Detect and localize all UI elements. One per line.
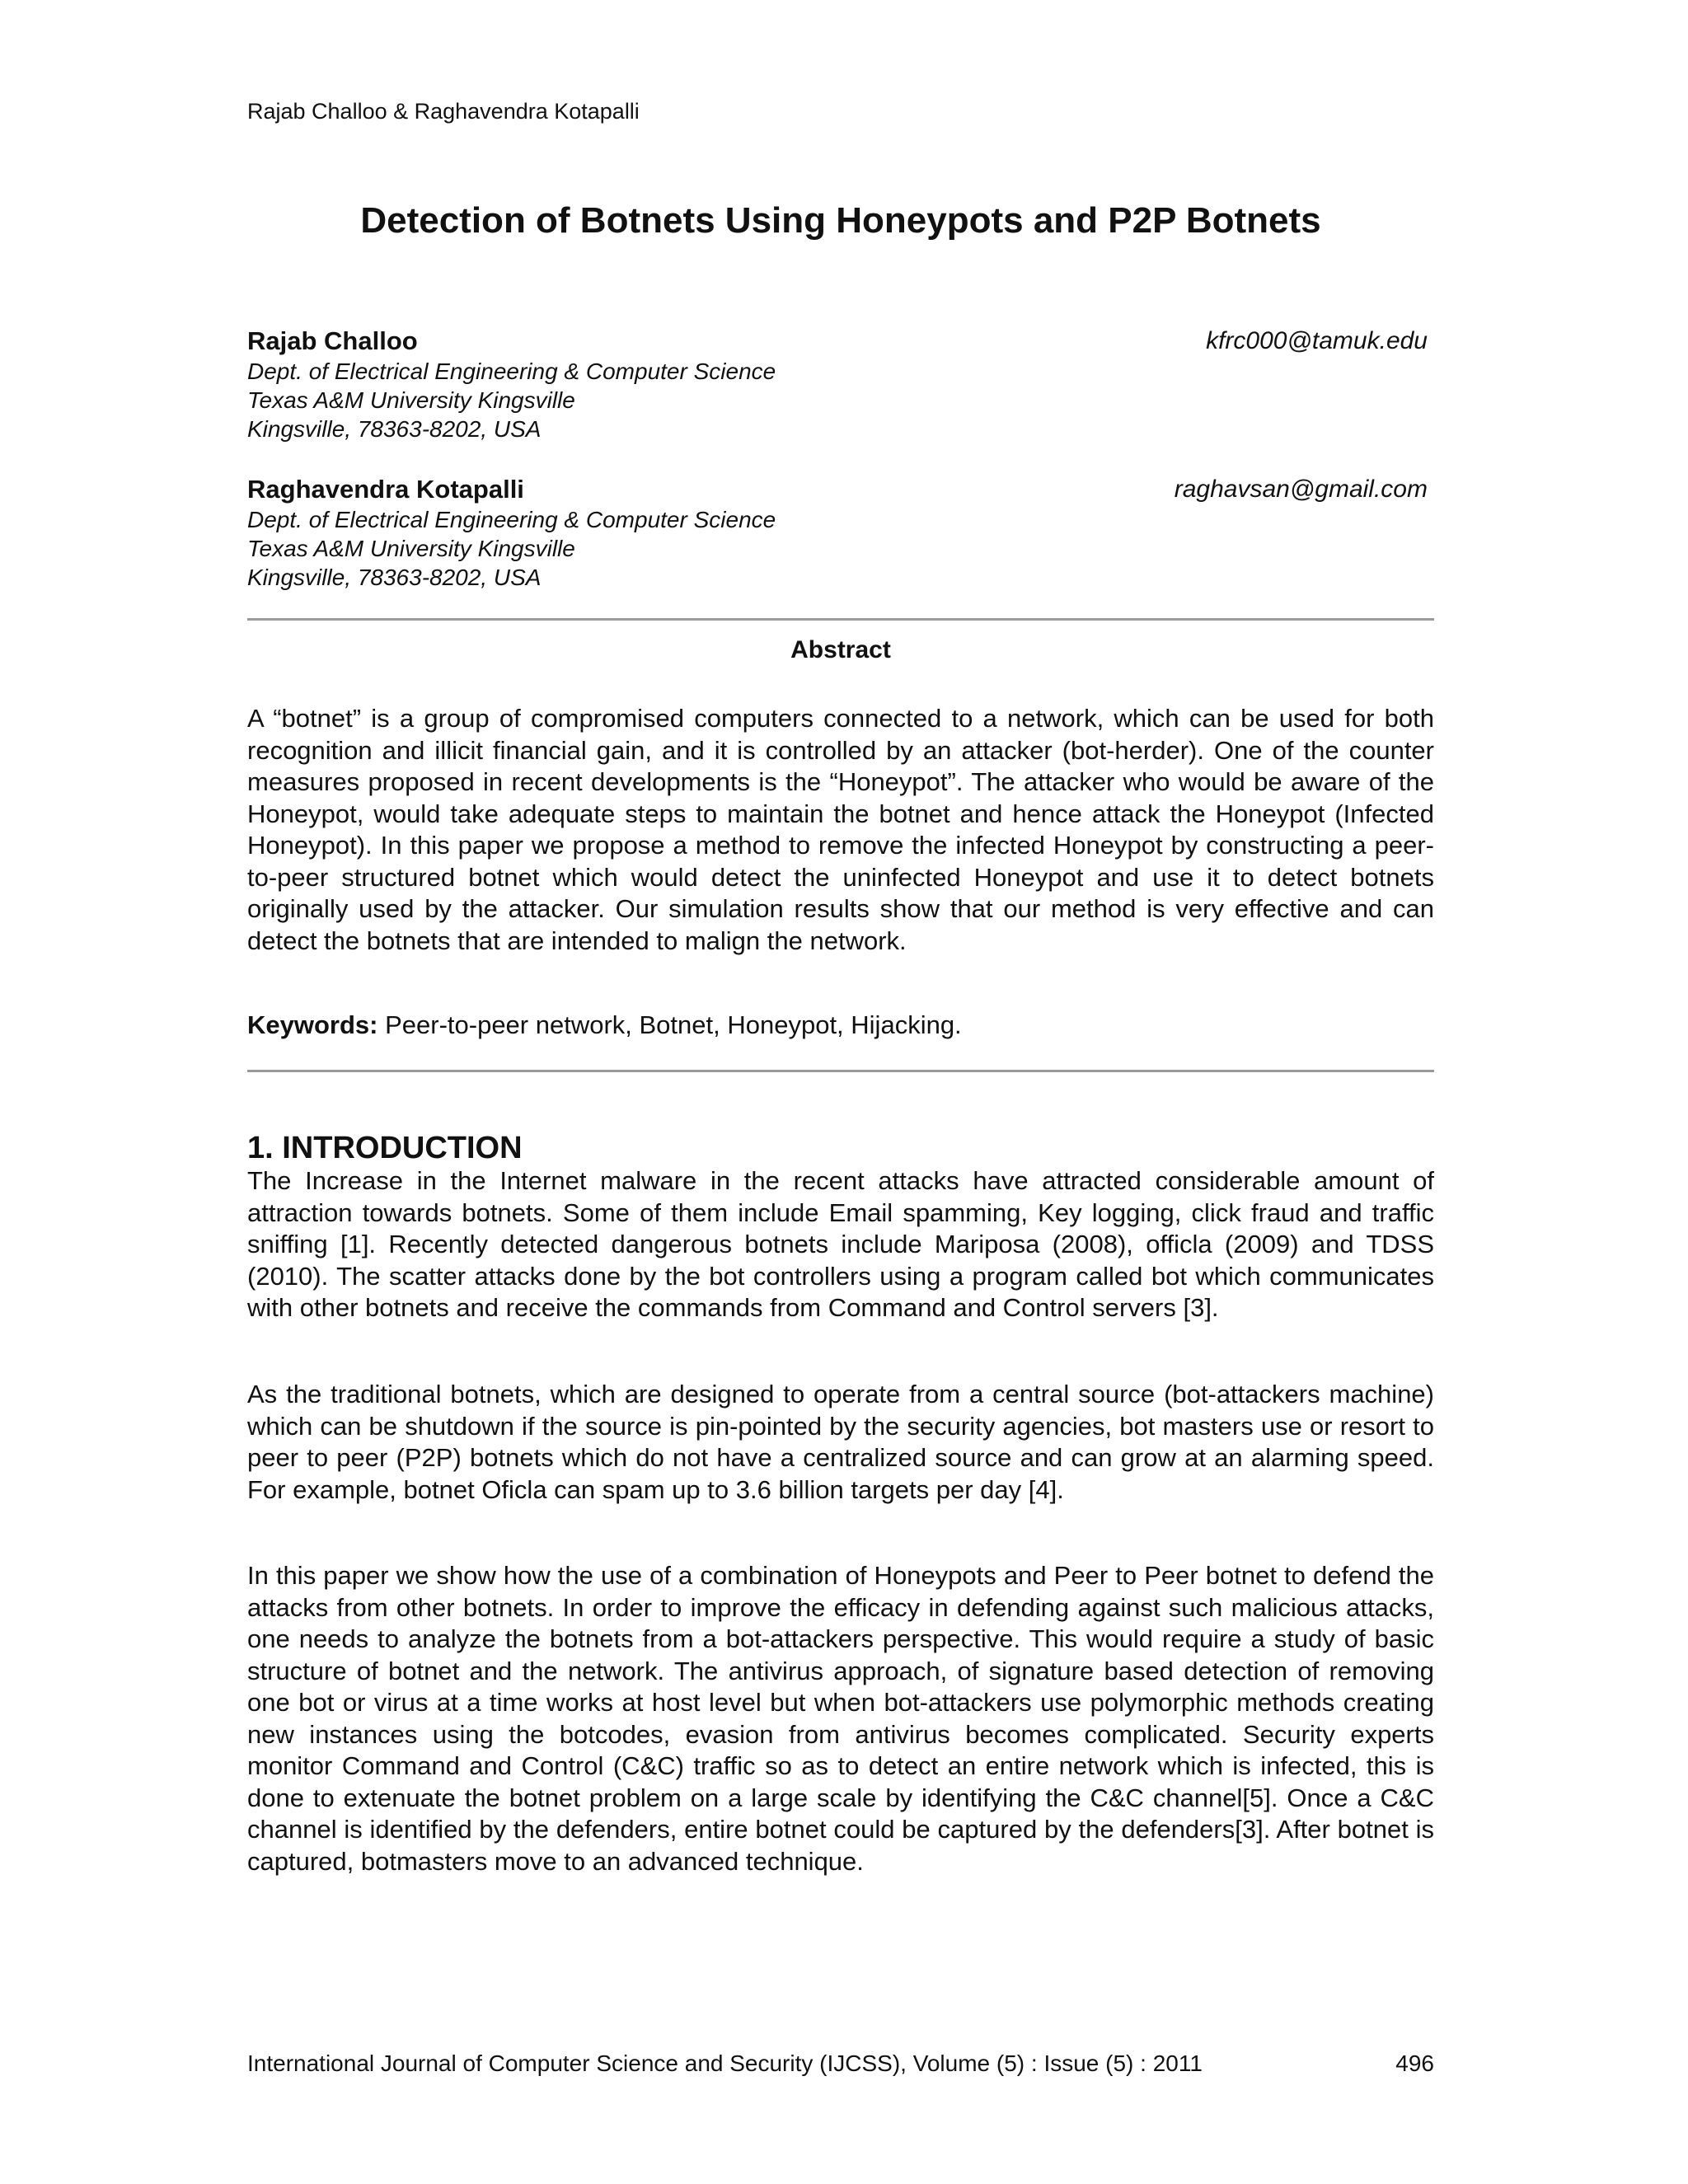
- body-paragraph: The Increase in the Internet malware in the recent attacks have attracted considerable amount of attraction towards botnets. Some of them include Email spamming, Key logging, click fraud and traffic sniffing [1]. Recently detected dangerous botnets include Mariposa (2008), officla (2009) and TDSS (2010). The scatter attacks done by the bot controllers using a program called bot which communicates with other botnets and receive the commands from Command and Control servers [3].: [247, 1166, 1434, 1322]
- author-email: raghavsan@gmail.com: [1174, 476, 1428, 503]
- author-address: Kingsville, 78363-8202, USA: [247, 416, 542, 442]
- divider-bottom: [247, 1070, 1434, 1072]
- author-block-2: [247, 474, 1434, 592]
- paper-title: Detection of Botnets Using Honeypots and P2P Botnets: [360, 200, 1321, 241]
- footer-journal: International Journal of Computer Science and Security (IJCSS), Volume (5) : Issue (5) : 2011: [247, 2050, 1203, 2076]
- author-name: Rajab Challoo: [247, 326, 418, 355]
- keywords-list: Peer-to-peer network, Botnet, Honeypot, Hijacking.: [377, 1010, 962, 1039]
- author-address: Kingsville, 78363-8202, USA: [247, 565, 542, 590]
- author-name: Raghavendra Kotapalli: [247, 475, 524, 504]
- running-header: Rajab Challoo & Raghavendra Kotapalli: [247, 99, 640, 124]
- body-paragraph: As the traditional botnets, which are designed to operate from a central source (bot-attackers machine) which can be shutdown if the source is pin-pointed by the security agencies, bot masters use or resort to peer to peer (P2P) botnets which do not have a centralized source and can grow at an alarming speed. For example, botnet Oficla can spam up to 3.6 billion targets per day [4].: [247, 1380, 1434, 1504]
- author-university: Texas A&M University Kingsville: [247, 536, 575, 561]
- author-dept: Dept. of Electrical Engineering & Computer Science: [247, 359, 776, 384]
- abstract-text: A “botnet” is a group of compromised computers connected to a network, which can be used for both recognition and illicit financial gain, and it is controlled by an attacker (bot-herder). One of the counter measures proposed in recent developments is the “Honeypot”. The attacker who would be aware of the Honeypot, would take adequate steps to maintain the botnet and hence attack the Honeypot (Infected Honeypot). In this paper we propose a method to remove the infected Honeypot by constructing a peer-to-peer structured botnet which would detect the uninfected Honeypot and use it to detect botnets originally used by the attacker. Our simulation results show that our method is very effective and can detect the botnets that are intended to malign the network.: [247, 704, 1434, 955]
- author-email: kfrc000@tamuk.edu: [1206, 327, 1428, 354]
- keywords-line: [247, 1010, 1434, 1042]
- author-dept: Dept. of Electrical Engineering & Computer Science: [247, 507, 776, 532]
- footer-page-number: 496: [1395, 2050, 1434, 2076]
- body-paragraph: In this paper we show how the use of a combination of Honeypots and Peer to Peer botnet to defend the attacks from other botnets. In order to improve the efficacy in defending against such malicious attacks, one needs to analyze the botnets from a bot-attackers perspective. This would require a study of basic structure of botnet and the network. The antivirus approach, of signature based detection of removing one bot or virus at a time works at host level but when bot-attackers use polymorphic methods creating new instances using the botcodes, evasion from antivirus becomes complicated. Security experts monitor Command and Control (C&C) traffic so as to detect an entire network which is infected, this is done to extenuate the botnet problem on a large scale by identifying the C&C channel[5]. Once a C&C channel is identified by the defenders, entire botnet could be captured by the defenders[3]. After botnet is captured, botmasters move to an advanced technique.: [247, 1561, 1434, 1876]
- section-heading: 1. INTRODUCTION: [247, 1131, 523, 1165]
- page-footer: [247, 2049, 1434, 2079]
- author-block-1: [247, 326, 1434, 443]
- author-university: Texas A&M University Kingsville: [247, 387, 575, 413]
- keywords-label: Keywords:: [247, 1010, 378, 1039]
- abstract-heading: Abstract: [790, 636, 891, 663]
- divider-top: [247, 618, 1434, 621]
